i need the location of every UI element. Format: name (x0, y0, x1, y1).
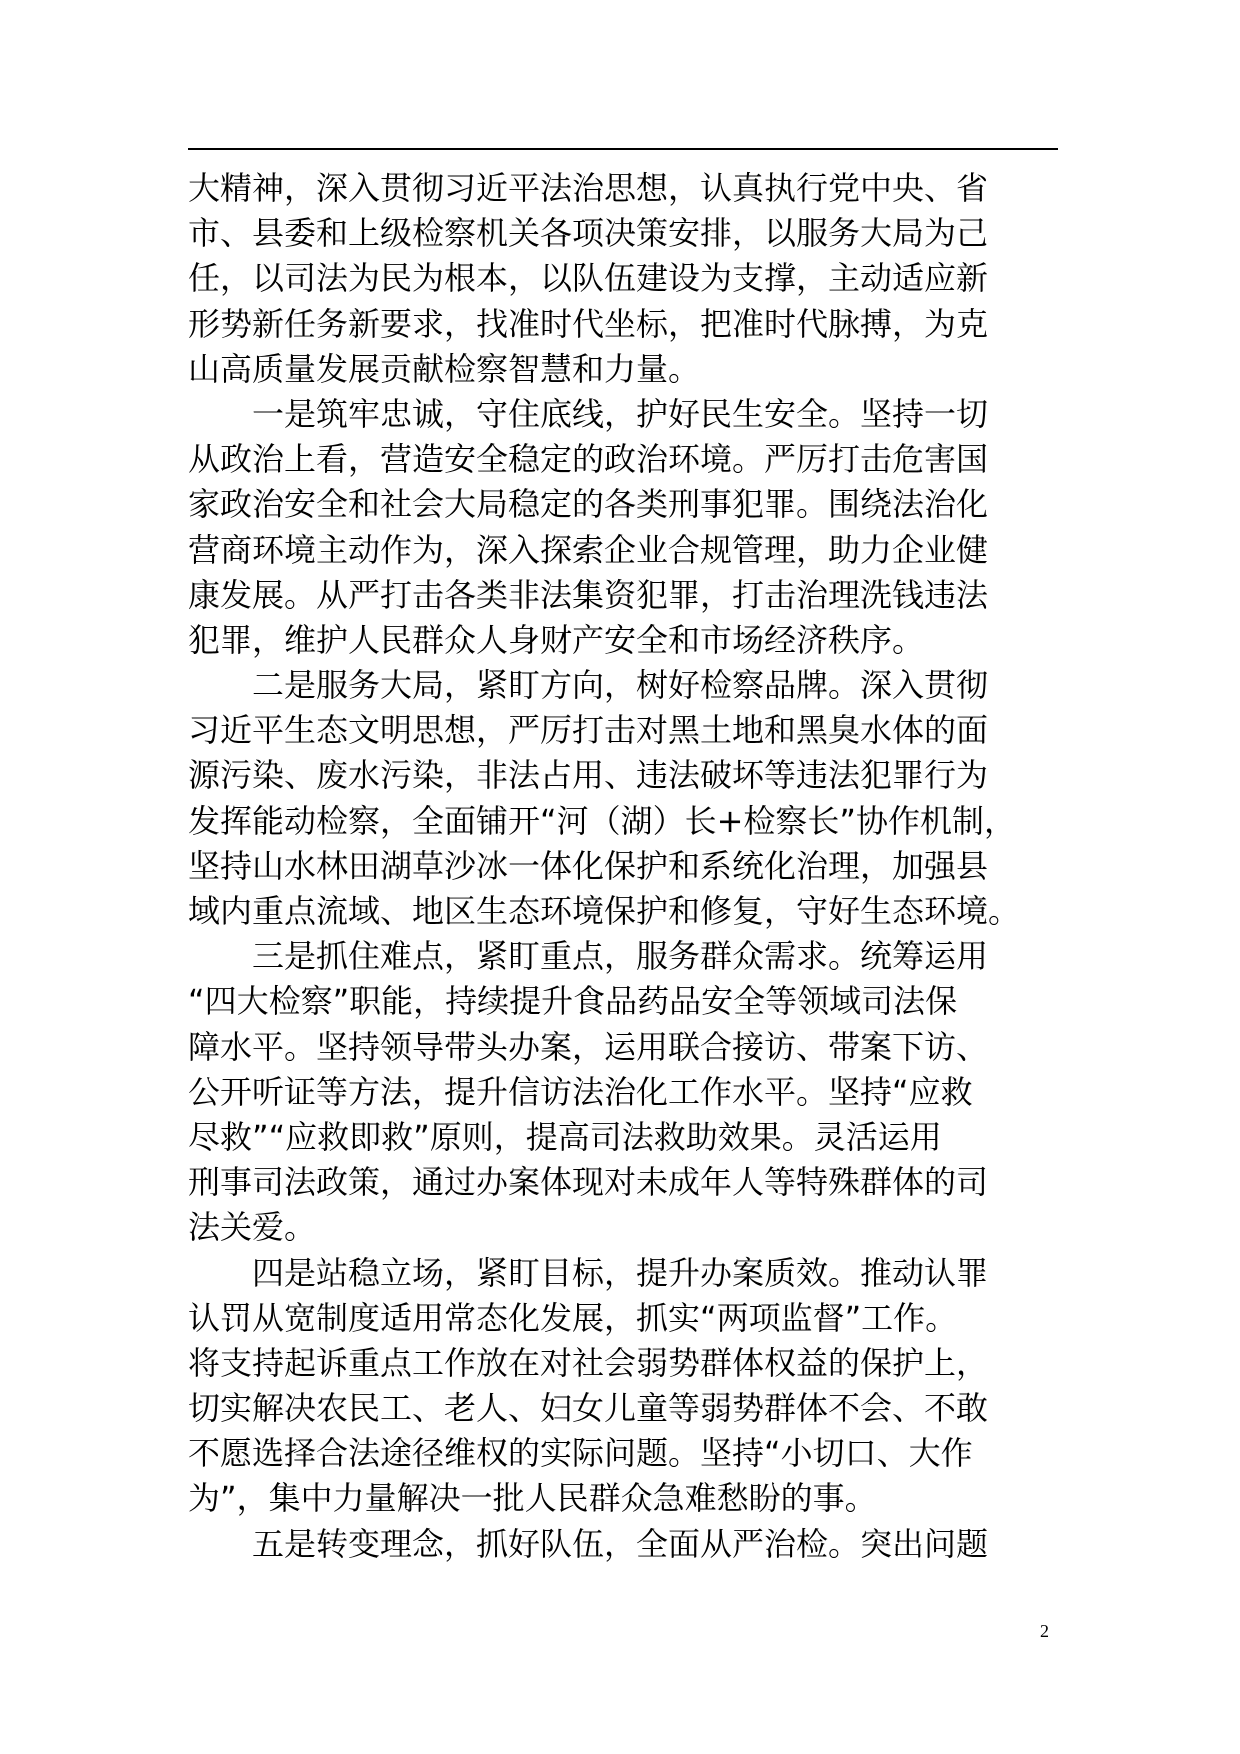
text-line: 刑事司法政策，通过办案体现对未成年人等特殊群体的司 (188, 1163, 989, 1202)
text-line: “四大检察”职能，持续提升食品药品安全等领域司法保 (188, 982, 958, 1021)
text-line: 为”，集中力量解决一批人民群众急难愁盼的事。 (188, 1479, 877, 1518)
header-rule (188, 148, 1058, 150)
text-line: 康发展。从严打击各类非法集资犯罪，打击治理洗钱违法 (188, 575, 989, 614)
paragraph-first-line: 三是抓住难点，紧盯重点，服务群众需求。统筹运用 (252, 937, 989, 976)
text-line: 从政治上看，营造安全稳定的政治环境。严厉打击危害国 (188, 440, 989, 479)
paragraph-first-line: 五是转变理念，抓好队伍，全面从严治检。突出问题 (252, 1524, 989, 1563)
text-line: 山高质量发展贡献检察智慧和力量。 (188, 349, 701, 388)
text-line: 公开听证等方法，提升信访法治化工作水平。坚持“应救 (188, 1072, 973, 1111)
text-line: 市、县委和上级检察机关各项决策安排，以服务大局为己 (188, 214, 989, 253)
text-line: 不愿选择合法途径维权的实际问题。坚持“小切口、大作 (188, 1434, 973, 1473)
paragraph-first-line: 四是站稳立场，紧盯目标，提升办案质效。推动认罪 (252, 1253, 989, 1292)
paragraph-first-line: 二是服务大局，紧盯方向，树好检察品牌。深入贯彻 (252, 666, 989, 705)
text-line: 犯罪，维护人民群众人身财产安全和市场经济秩序。 (188, 620, 925, 659)
text-line: 大精神，深入贯彻习近平法治思想，认真执行党中央、省 (188, 169, 989, 207)
page-number: 2 (1040, 1621, 1049, 1641)
text-line: 将支持起诉重点工作放在对社会弱势群体权益的保护上， (188, 1343, 989, 1382)
text-line: 法关爱。 (188, 1208, 317, 1247)
text-line: 形势新任务新要求，找准时代坐标，把准时代脉搏，为克 (188, 304, 989, 343)
paragraph-first-line: 一是筑牢忠诚，守住底线，护好民生安全。坚持一切 (252, 394, 989, 433)
text-line: 家政治安全和社会大局稳定的各类刑事犯罪。围绕法治化 (188, 485, 989, 524)
text-line: 尽救”“应救即救”原则，提高司法救助效果。灵活运用 (188, 1117, 942, 1156)
text-line: 坚持山水林田湖草沙冰一体化保护和系统化治理，加强县 (188, 846, 989, 885)
text-line: 域内重点流域、地区生态环境保护和修复，守好生态环境。 (188, 892, 1021, 930)
text-line: 任，以司法为民为根本，以队伍建设为支撑，主动适应新 (188, 259, 989, 298)
text-line: 习近平生态文明思想，严厉打击对黑土地和黑臭水体的面 (188, 711, 989, 750)
text-line: 营商环境主动作为，深入探索企业合规管理，助力企业健 (188, 530, 989, 569)
text-line: 源污染、废水污染，非法占用、违法破坏等违法犯罪行为 (188, 756, 989, 795)
text-line: 认罚从宽制度适用常态化发展，抓实“两项监督”工作。 (188, 1298, 958, 1337)
text-line: 障水平。坚持领导带头办案，运用联合接访、带案下访、 (188, 1027, 989, 1066)
text-line: 发挥能动检察，全面铺开“河（湖）长+检察长”协作机制， (188, 801, 1016, 840)
body-text (188, 166, 1060, 1567)
text-line: 切实解决农民工、老人、妇女儿童等弱势群体不会、不敢 (188, 1389, 989, 1428)
